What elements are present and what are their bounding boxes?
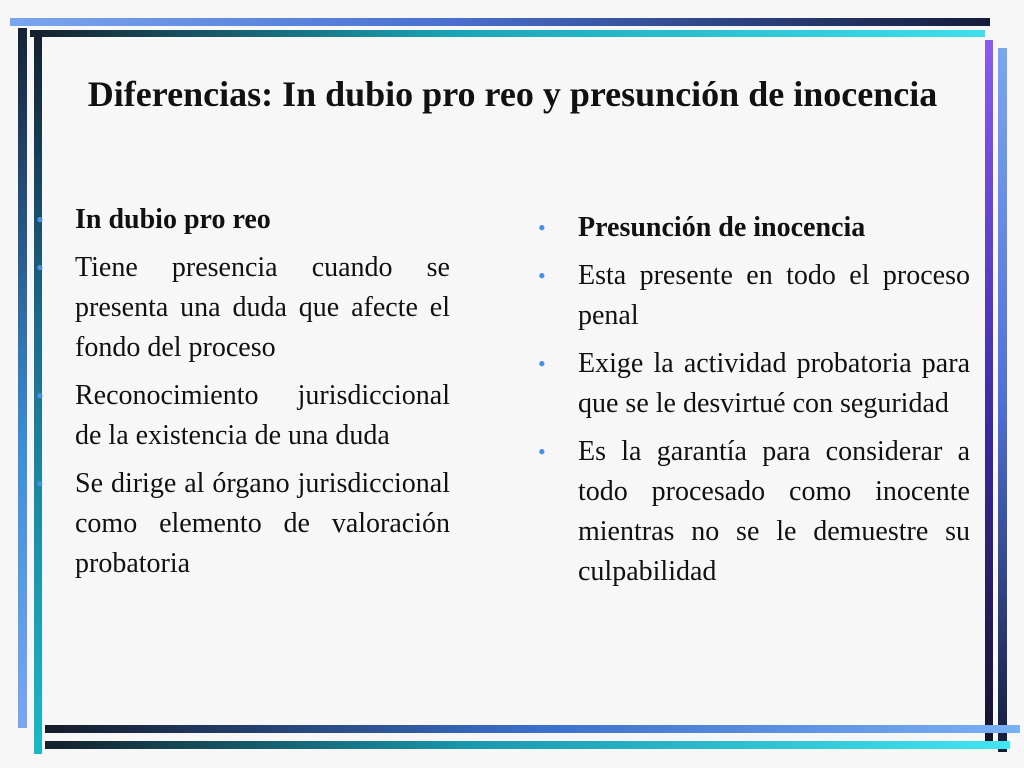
bullet-icon: •	[36, 383, 44, 408]
bullet-icon: •	[538, 351, 546, 376]
bullet-icon: •	[36, 255, 44, 280]
bottom-border-bar-outer	[45, 741, 1010, 749]
list-item-text: Tiene presencia cuando se presenta una duda que afecte el fondo del proceso	[75, 252, 450, 363]
bullet-icon: •	[36, 207, 44, 232]
bullet-icon: •	[538, 439, 546, 464]
list-item	[36, 248, 450, 368]
list-item	[538, 432, 970, 592]
left-column-list	[36, 200, 450, 592]
list-item-text: Se dirige al órgano jurisdiccional como elemento de valoración probatoria	[75, 468, 450, 579]
bullet-icon: •	[538, 215, 546, 240]
list-item-text: Reconocimiento jurisdiccional de la existencia de una duda	[75, 380, 450, 451]
list-item-text: Es la garantía para considerar a todo procesado como inocente mientras no se le demuestre su culpabilidad	[578, 436, 970, 587]
slide-title: Diferencias: In dubio pro reo y presunción de inocencia	[87, 74, 938, 114]
top-border-bar-outer	[10, 18, 990, 26]
right-border-bar-outer	[998, 48, 1007, 752]
bullet-icon: •	[538, 263, 546, 288]
bottom-border-bar-inner	[45, 725, 1020, 733]
bullet-icon: •	[36, 471, 44, 496]
right-column-heading: Presunción de inocencia	[578, 212, 866, 243]
list-item	[36, 464, 450, 584]
left-column-heading: In dubio pro reo	[75, 204, 271, 235]
list-item	[538, 208, 970, 248]
list-item-text: Esta presente en todo el proceso penal	[578, 260, 970, 331]
list-item	[538, 256, 970, 336]
list-item	[36, 200, 450, 240]
list-item	[36, 376, 450, 456]
list-item-text: Exige la actividad probatoria para que se le desvirtué con seguridad	[578, 348, 970, 419]
right-border-bar-inner	[985, 40, 993, 745]
left-border-bar-outer	[18, 28, 27, 728]
right-column-list	[538, 208, 970, 600]
list-item	[538, 344, 970, 424]
top-border-bar-inner	[30, 30, 985, 37]
